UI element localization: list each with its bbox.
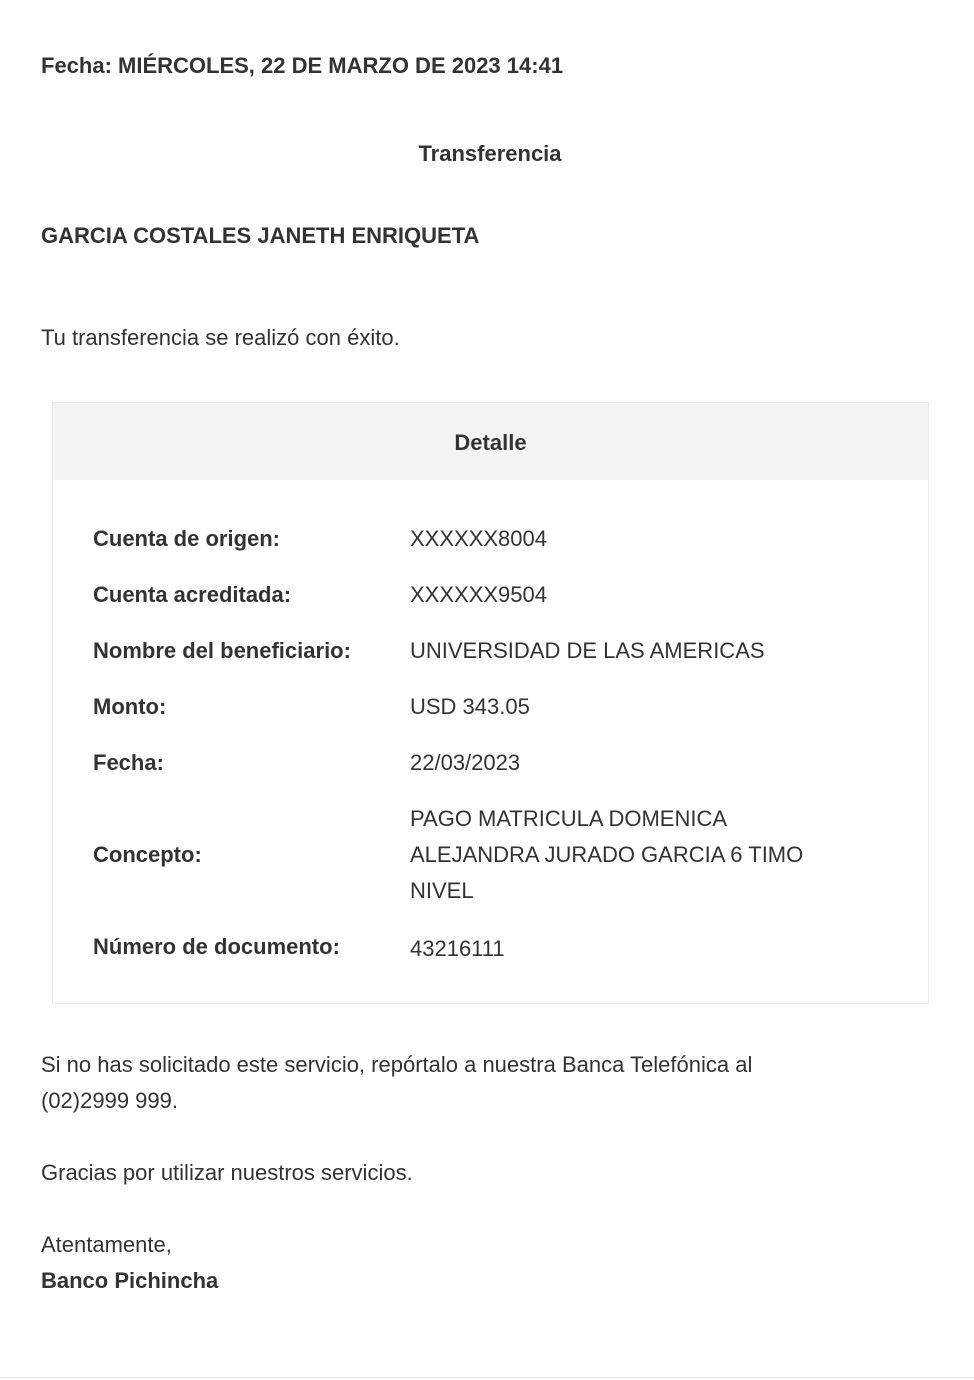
report-notice: Si no has solicitado este servicio, repórtalo a nuestra Banca Telefónica al (02)2999 999. [41,1052,753,1113]
client-name: GARCIA COSTALES JANETH ENRIQUETA [41,223,480,248]
detail-label: Número de documento: [93,934,340,959]
detail-panel [52,402,929,1004]
detail-value: USD 343.05 [410,694,530,719]
detail-value: PAGO MATRICULA DOMENICA ALEJANDRA JURADO GARCIA 6 TIMO NIVEL [410,806,804,903]
detail-label: Fecha: [93,750,164,775]
detail-label: Concepto: [93,842,202,867]
detail-value: XXXXXX9504 [410,582,547,607]
detail-row-concept [93,801,893,909]
detail-label: Cuenta de origen: [93,526,281,551]
thanks-message: Gracias por utilizar nuestros servicios. [41,1160,413,1185]
detail-label: Cuenta acreditada: [93,582,292,607]
bottom-divider [0,1377,974,1378]
detail-heading: Detalle [53,403,928,480]
detail-label: Monto: [93,694,167,719]
detail-label: Nombre del beneficiario: [93,638,351,663]
detail-value: 43216111 [410,936,505,961]
page-title: Transferencia [418,141,562,166]
detail-value: UNIVERSIDAD DE LAS AMERICAS [410,638,765,663]
detail-value: 22/03/2023 [410,750,521,775]
success-message: Tu transferencia se realizó con éxito. [41,325,400,350]
bank-signature: Banco Pichincha [41,1268,219,1293]
date-header: Fecha: MIÉRCOLES, 22 DE MARZO DE 2023 14:41 [41,53,564,78]
closing-text: Atentamente, [41,1232,172,1257]
detail-value: XXXXXX8004 [410,526,547,551]
